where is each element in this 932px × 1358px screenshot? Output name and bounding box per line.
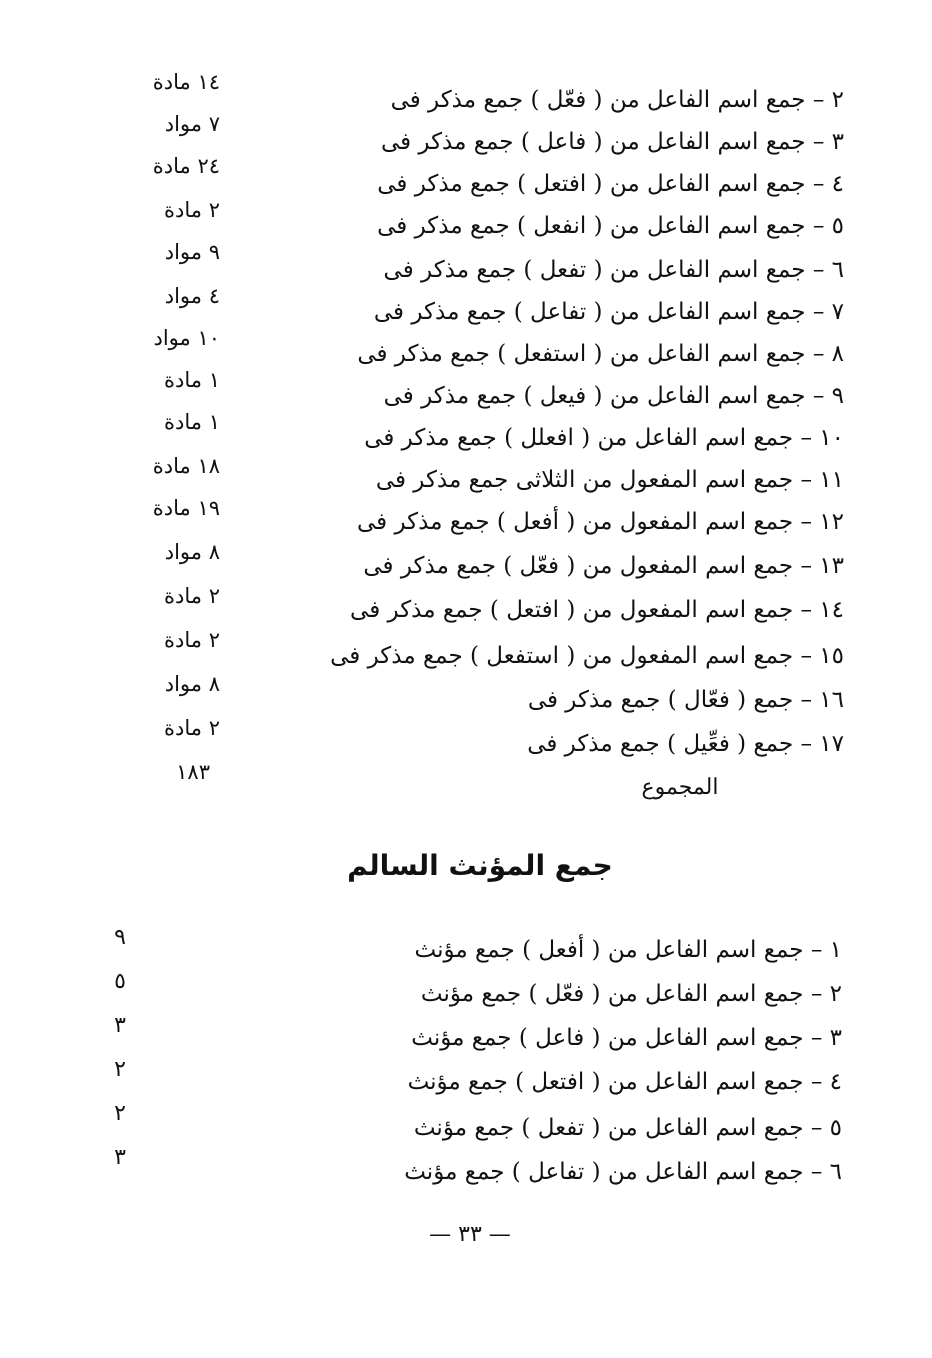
entry-text: ٥ – جمع اسم الفاعل من ( انفعل ) جمع مذكر فى [377,213,844,239]
section-title: جمع المؤنث السالم [347,849,613,882]
entry-count: ٢ مادة [164,716,220,740]
entry-text: ٣ – جمع اسم الفاعل من ( فاعل ) جمع مذكر فى [380,129,844,155]
entry-count: ١ مادة [164,368,220,392]
total-label: المجموع [641,775,719,800]
entry-text: ١١ – جمع اسم المفعول من الثلاثى جمع مذكر فى [375,467,844,493]
entry-text: ٧ – جمع اسم الفاعل من ( تفاعل ) جمع مذكر فى [373,299,844,325]
entry-text: ٦ – جمع اسم الفاعل من ( تفعل ) جمع مذكر فى [383,257,844,283]
entry-count: ٤ مواد [164,284,220,308]
entry-text: ١ – جمع اسم الفاعل من ( أفعل ) جمع مؤنث [414,937,842,963]
entry-text: ٤ – جمع اسم الفاعل من ( افتعل ) جمع مذكر فى [377,171,844,197]
total-value: ١٨٣ [176,760,210,784]
entry-count: ٣ [114,1013,126,1038]
entry-text: ١٤ – جمع اسم المفعول من ( افتعل ) جمع مذكر فى [350,597,844,623]
entry-text: ١٥ – جمع اسم المفعول من ( استفعل ) جمع مذكر فى [330,643,844,669]
entry-count: ٢ مادة [164,628,220,652]
entry-count: ١٨ مادة [152,454,220,478]
entry-count: ٢ مادة [164,584,220,608]
entry-count: ٣ [114,1145,126,1170]
page-number: — ٣٣ — [429,1222,511,1247]
entry-count: ٢ [114,1101,126,1126]
entry-count: ١٠ مواد [153,326,220,350]
entry-count: ٥ [114,969,126,994]
entry-text: ١٧ – جمع ( فعِّيل ) جمع مذكر فى [527,731,844,757]
entry-count: ٢ [114,1057,126,1082]
entry-count: ٨ مواد [164,540,220,564]
entry-text: ١٣ – جمع اسم المفعول من ( فعّل ) جمع مذكر فى [363,553,844,579]
entry-text: ١٠ – جمع اسم الفاعل من ( افعلل ) جمع مذكر فى [364,425,844,451]
entry-text: ٣ – جمع اسم الفاعل من ( فاعل ) جمع مؤنث [411,1025,842,1051]
entry-count: ٩ مواد [164,240,220,264]
entry-text: ٦ – جمع اسم الفاعل من ( تفاعل ) جمع مؤنث [404,1159,842,1185]
entry-text: ٨ – جمع اسم الفاعل من ( استفعل ) جمع مذكر فى [357,341,844,367]
entry-count: ١٤ مادة [152,70,220,94]
entry-count: ٩ [114,925,126,950]
entry-count: ٨ مواد [164,672,220,696]
entry-count: ١٩ مادة [152,496,220,520]
entry-text: ٩ – جمع اسم الفاعل من ( فيعل ) جمع مذكر فى [383,383,844,409]
entry-text: ٥ – جمع اسم الفاعل من ( تفعل ) جمع مؤنث [413,1115,842,1141]
entry-text: ١٦ – جمع ( فعّال ) جمع مذكر فى [527,687,844,713]
entry-count: ٢٤ مادة [152,154,220,178]
entry-text: ١٢ – جمع اسم المفعول من ( أفعل ) جمع مذكر فى [356,509,844,535]
entry-count: ١ مادة [164,410,220,434]
entry-text: ٤ – جمع اسم الفاعل من ( افتعل ) جمع مؤنث [407,1069,842,1095]
entry-text: ٢ – جمع اسم الفاعل من ( فعّل ) جمع مذكر فى [390,87,844,113]
entry-text: ٢ – جمع اسم الفاعل من ( فعّل ) جمع مؤنث [420,981,842,1007]
entry-count: ٢ مادة [164,198,220,222]
entry-count: ٧ مواد [164,112,220,136]
